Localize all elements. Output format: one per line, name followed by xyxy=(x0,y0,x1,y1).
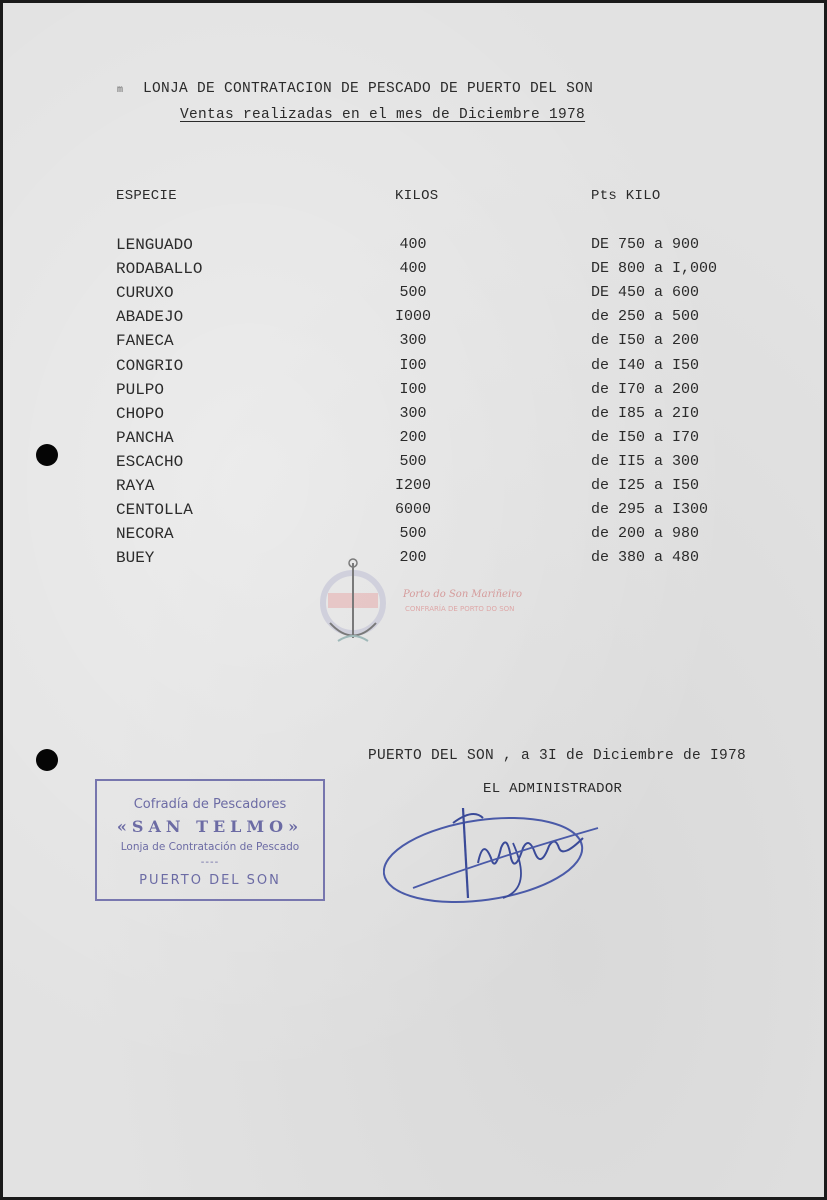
species-cell: RAYA xyxy=(116,477,155,495)
species-cell: CENTOLLA xyxy=(116,501,193,520)
price-cell: de 200 a 980 xyxy=(591,525,700,543)
species-cell: ESCACHO xyxy=(116,452,184,471)
price-cell: DE 800 a I,000 xyxy=(591,260,718,278)
header-kilos: KILOS xyxy=(395,188,439,204)
table-row xyxy=(3,453,824,477)
kilos-cell: I00 xyxy=(399,380,427,398)
price-cell: de I40 a I50 xyxy=(591,356,700,374)
stamp-line-2: «SAN TELMO» xyxy=(116,817,304,836)
kilos-cell: I00 xyxy=(399,356,427,374)
species-cell: CURUXO xyxy=(116,284,174,303)
document-title: LONJA DE CONTRATACION DE PESCADO DE PUERTO DEL SON xyxy=(143,81,594,97)
kilos-cell: 400 xyxy=(399,260,427,278)
species-cell: CHOPO xyxy=(116,404,165,423)
punch-hole xyxy=(36,749,58,771)
price-cell: de I50 a I70 xyxy=(591,428,700,446)
table-row xyxy=(3,501,824,525)
header-precio: Pts KILO xyxy=(591,188,661,204)
stamp-line-1: Cofradía de Pescadores xyxy=(133,797,287,812)
kilos-cell: 500 xyxy=(399,452,427,470)
price-cell: de 295 a I300 xyxy=(591,501,709,519)
kilos-cell: 6000 xyxy=(394,501,431,519)
price-cell: de 380 a 480 xyxy=(591,549,700,567)
cofradia-stamp xyxy=(95,779,325,901)
species-cell: LENGUADO xyxy=(116,236,193,254)
table-row xyxy=(3,525,824,549)
watermark-name: Porto do Son Mariñeiro xyxy=(403,589,522,600)
kilos-cell: 400 xyxy=(399,236,427,253)
handwritten-signature xyxy=(383,788,623,918)
administrator-label: EL ADMINISTRADOR xyxy=(483,781,623,797)
kilos-cell: 200 xyxy=(399,428,427,446)
table-row xyxy=(3,549,824,573)
species-cell: PULPO xyxy=(116,380,165,399)
kilos-cell: 500 xyxy=(399,284,427,302)
species-cell: RODABALLO xyxy=(116,260,203,279)
watermark-sub: CONFRARÍA DE PORTO DO SON xyxy=(405,605,515,613)
table-row xyxy=(3,429,824,453)
table-row xyxy=(3,308,824,332)
stamp-line-5: PUERTO DEL SON xyxy=(139,873,281,888)
table-row xyxy=(3,332,824,356)
stamp-line-3: Lonja de Contratación de Pescado xyxy=(120,841,300,853)
table-row xyxy=(3,357,824,381)
table-row xyxy=(3,260,824,284)
species-cell: BUEY xyxy=(116,549,155,568)
header-especie: ESPECIE xyxy=(116,188,177,204)
price-cell: de II5 a 300 xyxy=(591,452,700,470)
species-cell: NECORA xyxy=(116,525,174,544)
price-cell: de I50 a 200 xyxy=(591,332,700,350)
kilos-cell: 300 xyxy=(399,404,427,422)
price-cell: de I25 a I50 xyxy=(591,477,700,494)
price-cell: de I85 a 2I0 xyxy=(591,404,700,422)
table-row xyxy=(3,236,824,260)
price-cell: de 250 a 500 xyxy=(591,308,700,326)
margin-mark: m xyxy=(117,85,124,96)
document-page xyxy=(3,3,824,1197)
table-row xyxy=(3,477,824,501)
price-cell: DE 450 a 600 xyxy=(591,284,700,302)
kilos-cell: 200 xyxy=(399,549,427,567)
kilos-cell: I200 xyxy=(394,477,431,494)
anchor-watermark-icon xyxy=(318,553,398,648)
kilos-cell: 300 xyxy=(399,332,427,350)
species-cell: FANECA xyxy=(116,332,174,351)
kilos-cell: I000 xyxy=(394,308,431,326)
stamp-line-4: ---- xyxy=(200,857,220,868)
kilos-cell: 500 xyxy=(399,525,427,543)
species-cell: ABADEJO xyxy=(116,308,184,327)
document-subtitle: Ventas realizadas en el mes de Diciembre 1978 xyxy=(180,107,586,123)
species-cell: PANCHA xyxy=(116,428,174,447)
price-cell: de I70 a 200 xyxy=(591,380,700,398)
species-cell: CONGRIO xyxy=(116,356,184,375)
punch-hole xyxy=(36,444,58,466)
table-row xyxy=(3,284,824,308)
table-row xyxy=(3,405,824,429)
place-date: PUERTO DEL SON , a 3I de Diciembre de I978 xyxy=(368,748,747,764)
table-row xyxy=(3,381,824,405)
price-cell: DE 750 a 900 xyxy=(591,236,700,253)
